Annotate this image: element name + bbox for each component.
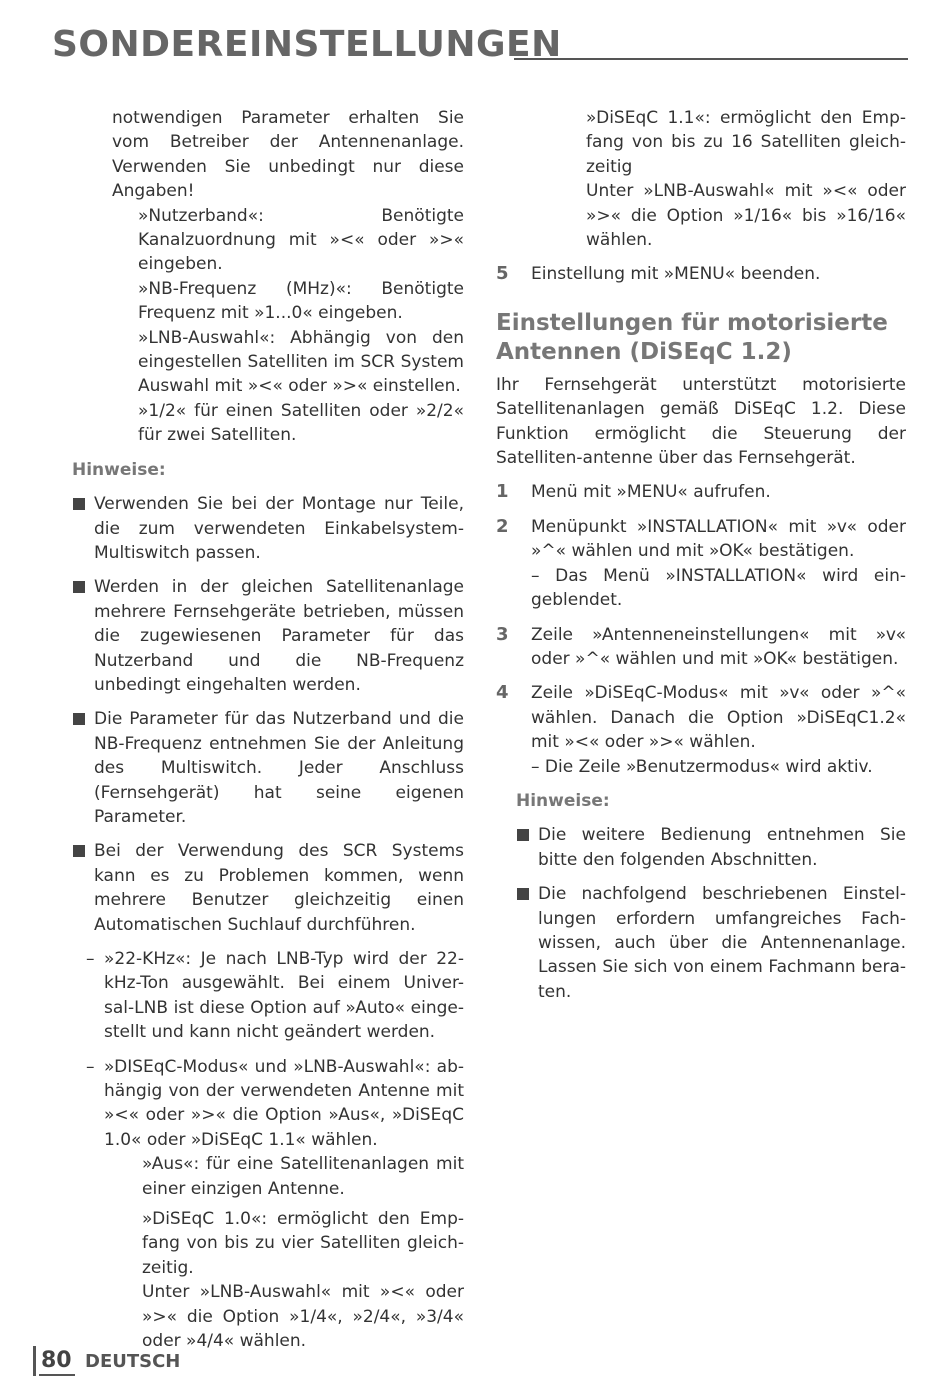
page-number: 80 bbox=[41, 1348, 72, 1373]
list-item bbox=[496, 882, 906, 1004]
bullet-text: Werden in der gleichen Satellitenanlage mehrere Fernsehgeräte betrieben, müssen die zugewiesenen Parameter für das Nutzerband und die NB-Frequenz unbedingt eingehalten werden. bbox=[94, 577, 464, 695]
intro-text: notwendigen Parameter erhalten Sie vom Betreiber der Antennenanlage. Verwenden Sie unbedingt nur diese Angaben! bbox=[112, 108, 464, 202]
bullet-square-icon bbox=[73, 498, 85, 510]
step-text: Menüpunkt »INSTALLATION« mit »v« oder »^« wählen und mit »OK« bestätigen. bbox=[531, 516, 906, 562]
lnb-auswahl-values: »1/2« für einen Satelliten oder »2/2« für zwei Satelliten. bbox=[138, 400, 464, 446]
step-item bbox=[496, 480, 906, 504]
bullet-square-icon bbox=[517, 888, 529, 900]
bullet-square-icon bbox=[73, 713, 85, 725]
page-header bbox=[52, 24, 908, 66]
header-rule bbox=[514, 58, 908, 60]
dash-text-22khz: »22-KHz«: Je nach LNB-Typ wird der 22-kHz-Ton ausgewählt. Bei einem Univer-sal-LNB ist diese Option auf »Auto« einge-stellt und kann nicht geändert werden. bbox=[104, 949, 464, 1043]
step-item bbox=[496, 515, 906, 613]
page-title: SONDEREINSTELLUNGEN bbox=[52, 24, 562, 65]
step-text: Zeile »DiSEqC-Modus« mit »v« oder »^« wählen. Danach die Option »DiSEqC1.2« mit »<« oder »>« wählen. bbox=[531, 683, 906, 753]
lnb-auswahl-text: »LNB-Auswahl«: Abhängig von den eingestellen Satelliten im SCR System Auswahl mit »<« oder »>« einstellen. bbox=[138, 327, 464, 397]
nb-frequenz-text: »NB-Frequenz (MHz)«: Benötigte Frequenz mit »1...0« eingeben. bbox=[138, 278, 464, 324]
step-sub-text: – Das Menü »INSTALLATION« wird ein-geblendet. bbox=[531, 565, 906, 611]
diseqc11-lnb-text: Unter »LNB-Auswahl« mit »<« oder »>« die Option »1/16« bis »16/16« wählen. bbox=[586, 181, 906, 251]
bullet-square-icon bbox=[73, 845, 85, 857]
diseqc11-text: »DiSEqC 1.1«: ermöglicht den Emp-fang von bis zu 16 Satelliten gleich-zeitig bbox=[586, 108, 906, 177]
step-text: Einstellung mit »MENU« beenden. bbox=[531, 264, 821, 285]
left-column bbox=[72, 106, 464, 1354]
diseqc10-lnb-text: Unter »LNB-Auswahl« mit »<« oder »>« die Option »1/4«, »2/4«, »3/4« oder »4/4« wählen. bbox=[142, 1282, 464, 1352]
bullet-square-icon bbox=[73, 581, 85, 593]
diseqc10-text: »DiSEqC 1.0«: ermöglicht den Emp-fang von bis zu vier Satelliten gleich-zeitig. bbox=[142, 1209, 464, 1278]
step-item bbox=[496, 681, 906, 779]
hint-title: Hinweise: bbox=[72, 459, 166, 480]
bullet-text: Verwenden Sie bei der Montage nur Teile, die zum verwendeten Einkabelsystem-Multiswitch passen. bbox=[94, 494, 464, 563]
dash-item: – »DISEqC-Modus« und »LNB-Auswahl«: ab-hängig von der verwendeten Antenne mit »<« oder »>« die Option »Aus«, »DiSEqC 1.0« oder »DiSEqC 1.1« wählen. bbox=[72, 1055, 464, 1153]
list-item bbox=[72, 575, 464, 697]
right-column bbox=[496, 106, 906, 1004]
bullet-text: Die Parameter für das Nutzerband und die NB-Frequenz entnehmen Sie der Anleitung des Multiswitch. Jeder Anschluss (Fernsehgerät) hat seine eigenen Parameter. bbox=[94, 709, 464, 827]
step-number: 3 bbox=[496, 623, 509, 645]
page-number-underline bbox=[39, 1374, 75, 1376]
step-number: 5 bbox=[496, 263, 509, 285]
section-paragraph: Ihr Fernsehgerät unterstützt motorisierte Satellitenanlagen gemäß DiSEqC 1.2. Diese Funktion ermöglicht die Steuerung der Satelliten-antenne über das Fernsehgerät. bbox=[496, 374, 906, 469]
step-number: 1 bbox=[496, 481, 509, 503]
list-item bbox=[72, 839, 464, 937]
step-number: 2 bbox=[496, 515, 509, 537]
step-text: Zeile »Antenneneinstellungen« mit »v« oder »^« wählen und mit »OK« bestätigen. bbox=[531, 624, 906, 669]
bullet-square-icon bbox=[517, 829, 529, 841]
list-item bbox=[72, 492, 464, 565]
step-text: Menü mit »MENU« aufrufen. bbox=[531, 482, 771, 503]
step-sub-text: – Die Zeile »Benutzermodus« wird aktiv. bbox=[531, 756, 873, 777]
list-item bbox=[72, 707, 464, 829]
step-number: 4 bbox=[496, 682, 509, 704]
footer-rule bbox=[33, 1346, 36, 1376]
hint-title: Hinweise: bbox=[516, 790, 610, 811]
bullet-text: Die weitere Bedienung entnehmen Sie bitte den folgenden Abschnitten. bbox=[538, 825, 906, 870]
section-heading: Einstellungen für motorisierte Antennen (DiSEqC 1.2) bbox=[496, 309, 888, 365]
step-item bbox=[496, 262, 906, 286]
bullet-text: Die nachfolgend beschriebenen Einstel-lungen erfordern umfangreiches Fach-wissen, auch über die Antennenanlage. Lassen Sie sich von einem Fachmann bera-ten. bbox=[538, 884, 906, 1002]
bullet-text: Bei der Verwendung des SCR Systems kann es zu Problemen kommen, wenn mehrere Benutzer gleichzeitig einen Automatischen Suchlauf durchführen. bbox=[94, 841, 464, 935]
aus-text: »Aus«: für eine Satellitenanlagen mit einer einzigen Antenne. bbox=[142, 1154, 464, 1199]
step-item bbox=[496, 623, 906, 672]
nutzerband-text: »Nutzerband«: Benötigte Kanalzuordnung mit »<« oder »>« eingeben. bbox=[138, 205, 464, 275]
dash-text-diseqc: »DISEqC-Modus« und »LNB-Auswahl«: ab-hängig von der verwendeten Antenne mit »<« oder »>« die Option »Aus«, »DiSEqC 1.0« oder »DiSEqC 1.1« wählen. bbox=[104, 1056, 464, 1150]
dash-item: – »22-KHz«: Je nach LNB-Typ wird der 22-kHz-Ton ausgewählt. Bei einem Univer-sal-LNB ist diese Option auf »Auto« einge-stellt und kann nicht geändert werden. bbox=[72, 947, 464, 1045]
footer-language: DEUTSCH bbox=[85, 1351, 181, 1372]
list-item bbox=[496, 823, 906, 872]
